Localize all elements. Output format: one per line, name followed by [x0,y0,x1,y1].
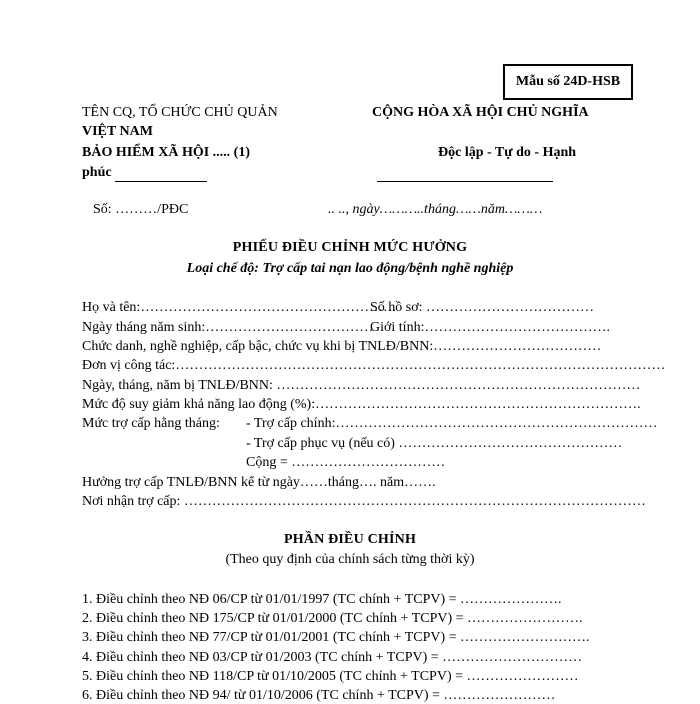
right-header-underline [377,181,553,182]
section-title: PHẦN ĐIỀU CHỈNH [283,532,417,547]
field-name: Họ và tên:………………………………………………. [82,300,396,315]
field-position: Chức danh, nghề nghiệp, cấp bậc, chức vụ khi bị TNLĐ/BNN:……………………………… [82,339,602,354]
doc-number: Số: ………/PĐC [93,202,189,217]
field-main-allowance: - Trợ cấp chính:…………………………………………………………… [246,416,658,431]
adjustment-item-4: 4. Điều chỉnh theo NĐ 03/CP từ 01/2003 (TC chính + TCPV) = ………………………… [82,650,583,665]
field-accident-date: Ngày, tháng, năm bị TNLĐ/BNN: …………………………………………………………………… [82,378,641,393]
form-title: PHIẾU ĐIỀU CHỈNH MỨC HƯỞNG [232,240,468,255]
date-line: .. .., ngày………..tháng……năm……… [328,202,543,217]
adjustment-item-3: 3. Điều chỉnh theo NĐ 77/CP từ 01/01/2001 (TC chính + TCPV) = ………………………. [82,630,590,645]
field-service-allowance: - Trợ cấp phục vụ (nếu có) ………………………………………… [246,436,623,451]
left-header-underline [115,181,207,182]
field-dob: Ngày tháng năm sinh:……………………………… [82,320,374,335]
left-header-line4: phúc [82,165,112,180]
field-file-no: Số hồ sơ: ……………………………… [370,300,595,315]
form-subtitle: Loại chế độ: Trợ cấp tai nạn lao động/bệnh nghề nghiệp [186,261,514,276]
field-monthly-label: Mức trợ cấp hằng tháng: [82,416,220,431]
field-capacity-loss: Mức độ suy giảm khả năng lao động (%):……………………………………………………………. [82,397,641,412]
field-work-unit: Đơn vị công tác:…………………………………………………………………………………………… [82,358,666,373]
field-gender: Giới tính:…………………………………. [370,320,610,335]
adjustment-item-2: 2. Điều chỉnh theo NĐ 175/CP từ 01/01/2000 (TC chính + TCPV) = ……………………. [82,611,583,626]
section-subtitle: (Theo quy định của chính sách từng thời kỳ) [225,552,475,567]
right-header-line2: Độc lập - Tự do - Hạnh [438,145,577,160]
adjustment-item-6: 6. Điều chỉnh theo NĐ 94/ từ 01/10/2006 (TC chính + TCPV) = …………………… [82,688,556,703]
left-header-line2: VIỆT NAM [82,124,153,139]
form-code-box: Mẫu số 24D-HSB [503,64,633,100]
adjustment-item-5: 5. Điều chỉnh theo NĐ 118/CP từ 01/10/2005 (TC chính + TCPV) = …………………… [82,669,579,684]
left-header-line1: TÊN CQ, TỔ CHỨC CHỦ QUẢN [82,105,278,120]
right-header-line1: CỘNG HÒA XÃ HỘI CHỦ NGHĨA [372,105,589,120]
field-receive-place: Nơi nhận trợ cấp: ……………………………………………………………………………………… [82,494,646,509]
field-start-date: Hưởng trợ cấp TNLĐ/BNN kể từ ngày……tháng…. năm……. [82,475,436,490]
field-total: Cộng = …………………………… [246,455,446,470]
left-header-line3: BẢO HIỂM XÃ HỘI ..... (1) [82,145,250,160]
adjustment-item-1: 1. Điều chỉnh theo NĐ 06/CP từ 01/01/1997 (TC chính + TCPV) = …………………. [82,592,562,607]
